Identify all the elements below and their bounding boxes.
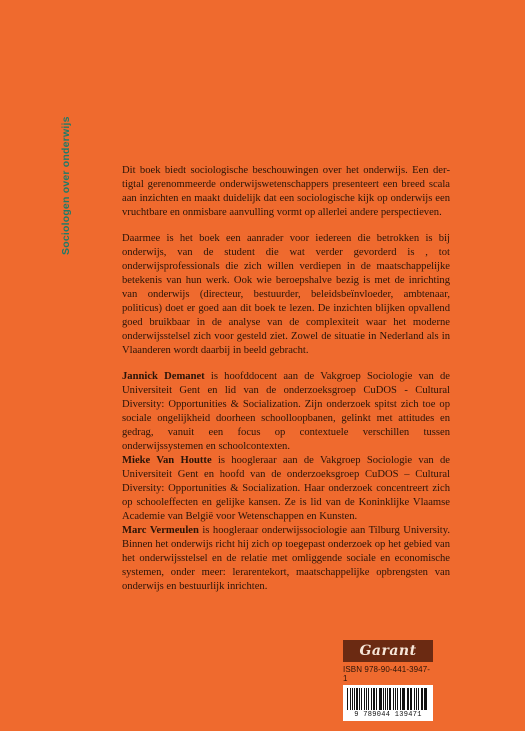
author-bio	[122, 370, 450, 454]
barcode-bar	[350, 688, 351, 710]
author-name: Mieke Van Houtte	[122, 455, 212, 466]
barcode-bar	[385, 688, 386, 710]
barcode-bar	[361, 688, 362, 710]
back-cover-text	[122, 164, 450, 594]
barcode-bar	[354, 688, 355, 710]
barcode-bar	[379, 688, 380, 710]
author-description: is hoogleraar aan de Vakgroep Sociologie van de Universiteit Gent en hoofd van de onderzoeksgroep CuDOS – Cultural Diversity: Opportunities & Socialization. Haar onderzoek concentreert zich op schooleffecten en gelijke kansen. Ze is lid van de Koninklijke Vlaamse Academie van België voor Wetenschappen en Kunsten.	[122, 455, 450, 522]
barcode-bar	[383, 688, 384, 710]
barcode-bar	[393, 688, 394, 710]
barcode-bar	[366, 688, 367, 710]
barcode-bar	[414, 688, 415, 710]
barcode-bar	[425, 688, 426, 710]
barcode-bar	[380, 688, 381, 710]
barcode-bar	[371, 688, 372, 710]
barcode-bar	[421, 688, 423, 710]
barcode	[343, 685, 433, 721]
barcode-bar	[389, 688, 391, 710]
author-description: is hoofddocent aan de Vakgroep Sociologie van de Universiteit Gent en lid van de onderzoeksgroep CuDOS - Cultural Diversity: Opportunities & Socialization. Zijn onderzoek spitst zich toe op sociale ongelijkheid doorheen schoolloopbanen, gelinkt met attitudes en gedrag, vanuit een focus op contextuele verschillen tussen onderwijssystemen en schoolcontexten.	[122, 371, 450, 452]
barcode-bar	[387, 688, 388, 710]
barcode-bar	[376, 688, 377, 710]
barcode-bar	[368, 688, 369, 710]
barcode-digits: 9 789044 139471	[354, 711, 422, 719]
barcode-bar	[400, 688, 401, 710]
barcode-bar	[416, 688, 417, 710]
isbn-text: ISBN 978-90-441-3947-1	[343, 665, 431, 683]
barcode-bar	[395, 688, 396, 710]
publisher-logo: Garant	[343, 640, 433, 662]
author-description: is hoogleraar onderwijssociologie aan Tilburg University. Binnen het onderwijs richt hij zich op toegepast onderzoek op het gebied van het onderwijsstelsel en de relatie met omliggende sociale en economische systemen, onder meer: lerarentekort, maatschappelijke opbrengsten van onderwijs en bestuurlijk inrichten.	[122, 525, 450, 592]
barcode-bar	[410, 688, 411, 710]
barcode-bar	[356, 688, 358, 710]
barcode-bar	[402, 688, 403, 710]
barcode-bar	[364, 688, 365, 710]
barcode-bar	[373, 688, 375, 710]
barcode-bar	[411, 688, 412, 710]
barcode-bar	[403, 688, 405, 710]
author-name: Marc Vermeulen	[122, 525, 199, 536]
intro-paragraph: Dit boek biedt sociologische beschouwingen over het onderwijs. Een dertigtal gerenommeerde onderwijswetenschappers presenteert een breed scala aan inzichten en maakt duidelijk dat een sociologische kijk op onderwijs een vruchtbare en onmisbare aanvulling vormt op allerlei andere perspectieven.	[122, 165, 450, 218]
barcode-bar	[407, 688, 408, 710]
author-bio	[122, 454, 450, 524]
barcode-bar	[352, 688, 353, 710]
audience-paragraph: Daarmee is het boek een aanrader voor iedereen die betrokken is bij onderwijs, van de student die wat verder gevorderd is , tot onderwijsprofessionals die zich willen verdiepen in de maatschappelijke betekenis van hun werk. Ook wie beroepshalve bezig is met de inrichting van onderwijs (directeur, bestuurder, beleidsbeïnvloeder, ambtenaar, politicus) doet er goed aan dit boek te lezen. De inzichten blijken opvallend goed bruikbaar in de analyse van de complexiteit waar het moderne onderwijsstelsel zich voor gesteld ziet. Zowel de situatie in Nederland als in Vlaanderen wordt daarbij in beeld gebracht.	[122, 233, 450, 356]
barcode-bar	[424, 688, 425, 710]
author-bio	[122, 524, 450, 594]
barcode-bars	[347, 688, 429, 710]
barcode-bar	[347, 688, 348, 710]
barcode-bar	[359, 688, 360, 710]
barcode-bar	[397, 688, 398, 710]
publisher-block	[343, 640, 433, 721]
barcode-bar	[418, 688, 419, 710]
author-name: Jannick Demanet	[122, 371, 205, 382]
spine-title: Sociologen over onderwijs	[60, 116, 72, 255]
